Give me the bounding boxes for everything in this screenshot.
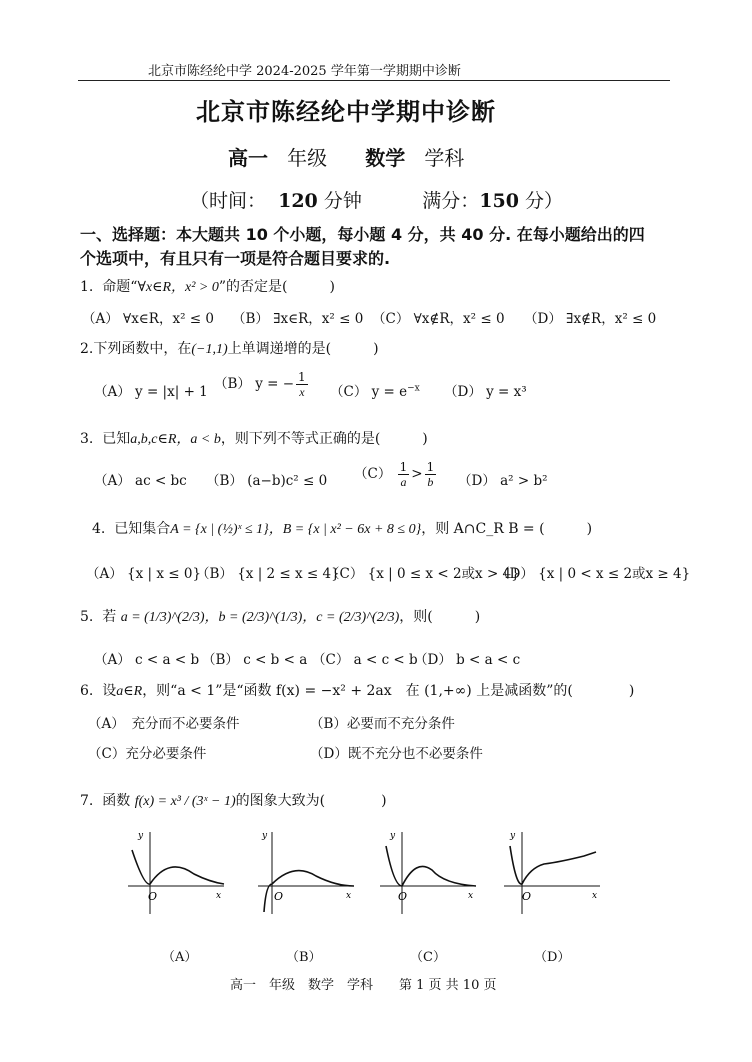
section-heading-line1: 一、选择题：本大题共 10 个小题，每小题 4 分，共 40 分. 在每小题给出的四: [80, 225, 645, 244]
subject: 数学: [365, 146, 406, 170]
graph-c-curve: [386, 846, 476, 886]
exam-minutes: 120: [278, 190, 318, 212]
exam-score: 150: [479, 190, 519, 212]
q5-option-a: （A） c < a < b: [94, 652, 200, 668]
graph-b-x-label: x: [346, 891, 352, 901]
question-1: 1. 命题“∀x∈R，x² > 0”的否定是( ): [80, 279, 335, 295]
header-rule: [78, 80, 670, 81]
subject-label: 学科: [424, 146, 465, 170]
question-4: 4. 已知集合A = {x | (½)ˣ ≤ 1}，B = {x | x² − 6x + 8 ≤ 0}，则 A∩C_R B = ( ): [92, 521, 593, 537]
graph-a-curve: [132, 850, 224, 884]
graph-d-y-label: y: [510, 831, 516, 841]
q6-option-b: （B）必要而不充分条件: [310, 716, 455, 732]
grade-label: 年级: [287, 146, 328, 170]
q4-option-d: （D） {x | 0 < x ≤ 2或x ≥ 4}: [496, 566, 691, 582]
graph-c-origin: O: [398, 890, 408, 903]
q2-option-d: （D） y = x³: [444, 384, 527, 400]
q5-option-c: （C） a < c < b: [312, 652, 418, 668]
question-3: 3. 已知a,b,c∈R，a < b，则下列不等式正确的是( ): [80, 431, 428, 447]
graph-d: [500, 826, 610, 916]
graph-c-y-label: y: [390, 831, 396, 841]
time-line: （时间： 120 分钟 满分：150 分）: [190, 190, 563, 212]
question-7: 7. 函数 f(x) = x³ / (3ˣ − 1)的图象大致为( ): [80, 793, 387, 809]
q3-option-b: （B） (a−b)c² ≤ 0: [206, 473, 328, 489]
q4-option-b: （B） {x | 2 ≤ x ≤ 4}: [196, 566, 340, 582]
q2-option-b: （B） y = − $\frac{1}{x}$: [214, 370, 306, 399]
question-2: 2.下列函数中，在(−1,1)上单调递增的是( ): [80, 341, 379, 357]
q3-option-d: （D） a² > b²: [458, 473, 548, 489]
exam-subtitle: [228, 142, 464, 171]
q1-option-a: （A） ∀x∈R，x² ≤ 0: [82, 311, 214, 327]
q4-option-a: （A） {x | x ≤ 0}: [86, 566, 202, 582]
q3-option-a: （A） ac < bc: [94, 473, 187, 489]
question-5: 5. 若 a = (1/3)^(2/3)，b = (2/3)^(1/3)，c = (2/3)^(2/3)，则( ): [80, 609, 481, 625]
graph-b-origin: O: [274, 890, 284, 903]
q6-option-c: （C）充分必要条件: [88, 746, 207, 762]
graph-a: [124, 826, 234, 916]
q1-option-d: （D） ∃x∉R，x² ≤ 0: [524, 311, 657, 327]
graph-a-x-label: x: [216, 891, 222, 901]
graph-a-origin: O: [148, 890, 158, 903]
q5-option-d: （D） b < a < c: [414, 652, 521, 668]
page-header: 北京市陈经纶中学 2024-2025 学年第一学期期中诊断: [148, 64, 461, 79]
graph-c-label: （C）: [410, 950, 446, 965]
q2-option-a: （A） y = |x| + 1: [94, 384, 208, 400]
graph-b: [254, 826, 364, 916]
page-footer: 高一 年级 数学 学科 第 1 页 共 10 页: [230, 978, 497, 993]
q2-option-c: （C） $y = e^{-x}$: [330, 383, 420, 400]
graph-d-x-label: x: [592, 891, 598, 901]
q5-option-b: （B） c < b < a: [202, 652, 308, 668]
graph-a-y-label: y: [138, 831, 144, 841]
q3-option-c: （C） $\frac{1}{a}$ > $\frac{1}{b}$: [354, 460, 435, 489]
graph-d-label: （D）: [534, 950, 571, 965]
graph-d-origin: O: [522, 890, 532, 903]
graph-c-x-label: x: [468, 891, 474, 901]
q6-option-a: （A） 充分而不必要条件: [88, 716, 240, 732]
exam-title: 北京市陈经纶中学期中诊断: [196, 97, 496, 126]
q6-option-d: （D）既不充分也不必要条件: [310, 746, 483, 762]
q1-option-b: （B） ∃x∈R，x² ≤ 0: [232, 311, 364, 327]
graph-a-label: （A）: [162, 950, 198, 965]
graph-b-y-label: y: [262, 831, 268, 841]
graph-b-label: （B）: [286, 950, 322, 965]
q4-option-c: （C） {x | 0 ≤ x < 2或x > 4}: [326, 566, 520, 582]
question-6: 6. 设a∈R，则“a < 1”是“函数 f(x) = −x² + 2ax 在 (1,+∞) 上是减函数”的( ): [80, 683, 635, 699]
graph-c: [376, 826, 486, 916]
graph-d-curve: [510, 846, 596, 884]
q1-option-c: （C） ∀x∉R，x² ≤ 0: [372, 311, 505, 327]
grade: 高一: [228, 146, 268, 170]
section-heading-line2: 个选项中，有且只有一项是符合题目要求的.: [80, 249, 391, 268]
